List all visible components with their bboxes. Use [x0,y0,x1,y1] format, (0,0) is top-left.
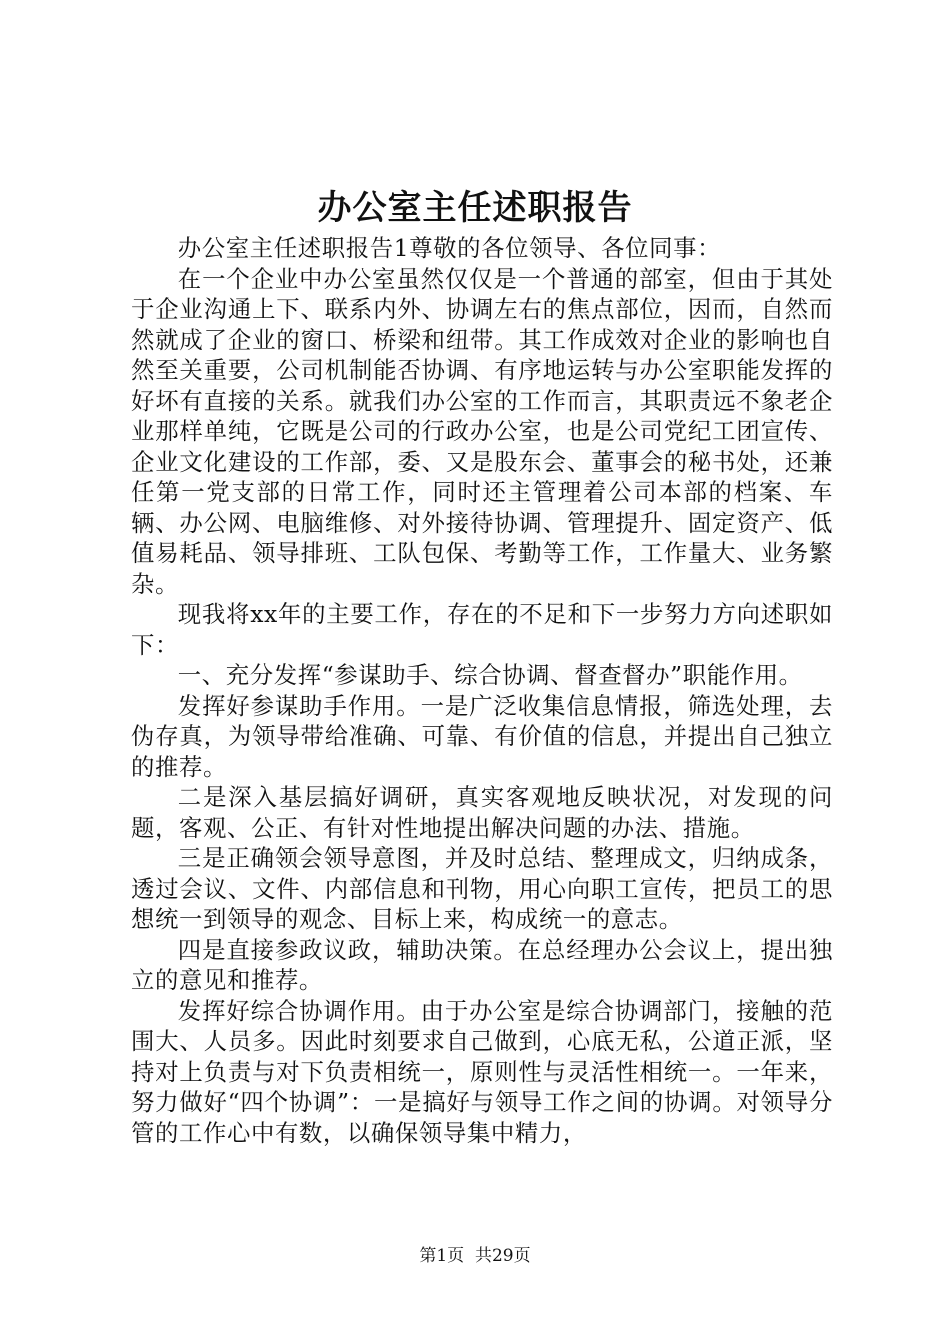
paragraph: 在一个企业中办公室虽然仅仅是一个普通的部室，但由于其处于企业沟通上下、联系内外、协调左右的焦点部位，因而，自然而然就成了企业的窗口、桥梁和纽带。其工作成效对企业的影响也自然至关重要，公司机制能否协调、有序地运转与办公室职能发挥的好坏有直接的关系。就我们办公室的工作而言，其职责远不象老企业那样单纯，它既是公司的行政办公室，也是公司党纪工团宣传、企业文化建设的工作部，委、又是股东会、董事会的秘书处，还兼任第一党支部的日常工作，同时还主管理着公司本部的档案、车辆、办公网、电脑维修、对外接待协调、管理提升、固定资产、低值易耗品、领导排班、工队包保、考勤等工作，工作量大、业务繁杂。 [131,264,833,598]
document-title: 办公室主任述职报告 [317,188,633,228]
paragraph: 一、充分发挥“参谋助手、综合协调、督查督办”职能作用。 [177,661,803,689]
paragraph: 发挥好参谋助手作用。一是广泛收集信息情报，筛选处理，去伪存真，为领导带给准确、可靠、有价值的信息，并提出自己独立的推荐。 [131,691,833,781]
paragraph: 办公室主任述职报告1尊敬的各位领导、各位同事： [177,234,722,262]
document-body [131,233,833,1148]
paragraph: 四是直接参政议政，辅助决策。在总经理办公会议上，提出独立的意见和推荐。 [131,935,833,994]
page-footer [0,1244,950,1268]
paragraph: 现我将xx年的主要工作，存在的不足和下一步努力方向述职如下： [131,600,833,659]
paragraph: 三是正确领会领导意图，并及时总结、整理成文，归纳成条，透过会议、文件、内部信息和刊物，用心向职工宣传，把员工的思想统一到领导的观念、目标上来，构成统一的意志。 [131,844,833,933]
paragraph: 二是深入基层搞好调研，真实客观地反映状况，对发现的问题，客观、公正、有针对性地提出解决问题的办法、措施。 [131,783,833,842]
page-number: 第1页 共29页 [419,1246,531,1266]
paragraph: 发挥好综合协调作用。由于办公室是综合协调部门，接触的范围大、人员多。因此时刻要求自己做到，心底无私，公道正派，坚持对上负责与对下负责相统一，原则性与灵活性相统一。一年来，努力做好“四个协调”：一是搞好与领导工作之间的协调。对领导分管的工作心中有数，以确保领导集中精力， [131,996,833,1147]
